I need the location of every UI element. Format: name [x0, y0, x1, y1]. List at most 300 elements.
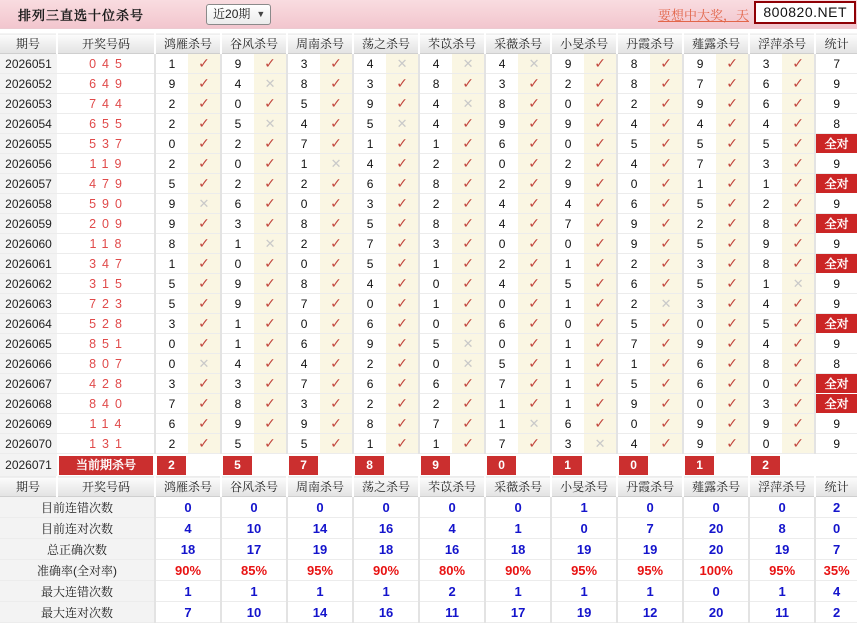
- stat-cell: 全对: [815, 214, 857, 234]
- period-cell: 2026067: [0, 374, 57, 394]
- summary-value-cell: 80%: [419, 560, 485, 581]
- period-select-value: 近20期: [213, 6, 251, 21]
- kill-digit-cell: 5: [287, 434, 320, 454]
- kill-mark-cell: [188, 334, 221, 354]
- kill-digit-cell: 4: [749, 294, 782, 314]
- kill-digit-cell: 6: [353, 174, 386, 194]
- kill-digit-cell: 2: [155, 434, 188, 454]
- check-icon: ✓: [198, 375, 210, 391]
- draw-numbers-cell: 590: [57, 194, 155, 214]
- kill-digit-cell: 5: [155, 274, 188, 294]
- summary-value-cell: 4: [419, 518, 485, 539]
- kill-mark-cell: [188, 134, 221, 154]
- summary-value-cell: 1: [155, 581, 221, 602]
- kill-mark-cell: [584, 394, 617, 414]
- check-icon: ✓: [594, 375, 606, 391]
- kill-digit-cell: 1: [353, 434, 386, 454]
- kill-mark-cell: [782, 334, 815, 354]
- kill-mark-cell: [188, 314, 221, 334]
- kill-digit-cell: 0: [155, 334, 188, 354]
- site-badge[interactable]: 800820.NET: [754, 1, 856, 24]
- chevron-down-icon: ▼: [256, 8, 266, 19]
- check-icon: ✓: [396, 275, 408, 291]
- kill-digit-cell: 2: [683, 214, 716, 234]
- promo-link[interactable]: 要想中大奖，天: [657, 8, 749, 23]
- kill-digit-cell: 6: [617, 194, 650, 214]
- kill-mark-cell: [518, 74, 551, 94]
- column-header-kill: 谷风杀号: [221, 477, 287, 497]
- kill-digit-cell: 2: [221, 134, 254, 154]
- summary-label: 最大连错次数: [0, 581, 155, 602]
- kill-mark-cell: [386, 314, 419, 334]
- check-icon: ✓: [594, 335, 606, 351]
- kill-digit-cell: 1: [551, 254, 584, 274]
- kill-mark-cell: [584, 334, 617, 354]
- check-icon: ✓: [660, 115, 672, 131]
- table-row: [0, 174, 857, 194]
- x-icon: ✕: [462, 55, 474, 71]
- kill-mark-cell: [188, 154, 221, 174]
- x-icon: ✕: [462, 95, 474, 111]
- kill-digit-cell: 7: [287, 134, 320, 154]
- kill-digit-cell: 3: [419, 234, 452, 254]
- kill-digit-cell: 6: [155, 414, 188, 434]
- kill-digit-cell: 9: [683, 334, 716, 354]
- check-icon: ✓: [528, 215, 540, 231]
- check-icon: ✓: [594, 295, 606, 311]
- kill-mark-cell: [386, 294, 419, 314]
- kill-digit-cell: 6: [683, 374, 716, 394]
- draw-numbers-cell: 209: [57, 214, 155, 234]
- check-icon: ✓: [528, 315, 540, 331]
- kill-digit-cell: 9: [353, 94, 386, 114]
- kill-digit-cell: 4: [617, 114, 650, 134]
- kill-mark-cell: [386, 54, 419, 74]
- check-icon: ✓: [660, 275, 672, 291]
- table-row: [0, 394, 857, 414]
- check-icon: ✓: [462, 235, 474, 251]
- kill-mark-cell: [782, 254, 815, 274]
- check-icon: ✓: [396, 175, 408, 191]
- summary-value-cell: 0: [749, 497, 815, 518]
- kill-mark-cell: [188, 234, 221, 254]
- check-icon: ✓: [660, 215, 672, 231]
- kill-digit-cell: 3: [287, 394, 320, 414]
- current-kill-cell: [683, 454, 716, 477]
- kill-digit-cell: 7: [419, 414, 452, 434]
- summary-value-cell: 1: [221, 581, 287, 602]
- kill-digit-cell: 5: [683, 234, 716, 254]
- kill-mark-cell: [584, 254, 617, 274]
- check-icon: ✓: [660, 195, 672, 211]
- check-icon: ✓: [528, 155, 540, 171]
- kill-mark-cell: [254, 274, 287, 294]
- kill-mark-cell: [716, 94, 749, 114]
- summary-value-cell: 18: [353, 539, 419, 560]
- kill-digit-cell: 0: [155, 354, 188, 374]
- x-icon: ✕: [264, 75, 276, 91]
- kill-mark-cell: [650, 254, 683, 274]
- check-icon: ✓: [726, 335, 738, 351]
- summary-value-cell: 19: [551, 539, 617, 560]
- kill-digit-cell: 1: [419, 134, 452, 154]
- kill-mark-cell: [584, 94, 617, 114]
- kill-mark-cell: [452, 194, 485, 214]
- check-icon: ✓: [264, 375, 276, 391]
- kill-mark-cell: [188, 94, 221, 114]
- x-icon: ✕: [198, 195, 210, 211]
- kill-digit-cell: 1: [221, 314, 254, 334]
- check-icon: ✓: [726, 375, 738, 391]
- period-cell: 2026065: [0, 334, 57, 354]
- check-icon: ✓: [528, 295, 540, 311]
- kill-digit-cell: 5: [287, 94, 320, 114]
- check-icon: ✓: [198, 395, 210, 411]
- kill-mark-cell: [584, 294, 617, 314]
- kill-digit-cell: 2: [419, 394, 452, 414]
- current-kill-number: 8: [355, 456, 384, 475]
- current-kill-number: 2: [751, 456, 780, 475]
- check-icon: ✓: [198, 255, 210, 271]
- kill-mark-cell: [254, 194, 287, 214]
- column-header-kill: 采薇杀号: [485, 34, 551, 54]
- stat-cell: 9: [815, 414, 857, 434]
- check-icon: ✓: [198, 235, 210, 251]
- check-icon: ✓: [792, 215, 805, 231]
- kill-mark-cell: [452, 174, 485, 194]
- kill-mark-cell: [782, 94, 815, 114]
- kill-mark-cell: [584, 314, 617, 334]
- kill-digit-cell: 0: [551, 234, 584, 254]
- kill-digit-cell: 3: [353, 74, 386, 94]
- check-icon: ✓: [396, 375, 408, 391]
- stat-cell: 9: [815, 274, 857, 294]
- kill-digit-cell: 5: [419, 334, 452, 354]
- kill-digit-cell: 3: [749, 394, 782, 414]
- kill-mark-cell: [716, 234, 749, 254]
- kill-digit-cell: 1: [749, 274, 782, 294]
- kill-digit-cell: 8: [749, 214, 782, 234]
- kill-mark-cell: [650, 294, 683, 314]
- check-icon: ✓: [726, 435, 738, 451]
- summary-value-cell: 10: [221, 518, 287, 539]
- kill-mark-cell: [188, 54, 221, 74]
- kill-digit-cell: 7: [683, 154, 716, 174]
- kill-digit-cell: 0: [551, 94, 584, 114]
- check-icon: ✓: [660, 375, 672, 391]
- kill-mark-cell: [320, 374, 353, 394]
- check-icon: ✓: [462, 255, 474, 271]
- kill-mark-cell: [386, 74, 419, 94]
- kill-digit-cell: 7: [683, 74, 716, 94]
- check-icon: ✓: [330, 435, 342, 451]
- check-icon: ✓: [594, 195, 606, 211]
- kill-digit-cell: 6: [287, 334, 320, 354]
- stat-cell: 全对: [815, 314, 857, 334]
- kill-digit-cell: 0: [485, 234, 518, 254]
- kill-mark-cell: [584, 274, 617, 294]
- kill-digit-cell: 9: [749, 414, 782, 434]
- kill-mark-cell: [782, 434, 815, 454]
- check-icon: ✓: [528, 95, 540, 111]
- x-icon: ✕: [264, 115, 276, 131]
- summary-value-cell: 0: [353, 497, 419, 518]
- kill-digit-cell: 4: [353, 54, 386, 74]
- kill-mark-cell: [716, 354, 749, 374]
- summary-stat-cell: 4: [815, 581, 857, 602]
- column-header-kill: 采薇杀号: [485, 477, 551, 497]
- kill-digit-cell: 9: [683, 94, 716, 114]
- table-row: [0, 194, 857, 214]
- period-select[interactable]: [206, 4, 271, 25]
- kill-mark-cell: [650, 134, 683, 154]
- table-row: [0, 374, 857, 394]
- kill-digit-cell: 5: [683, 194, 716, 214]
- kill-mark-cell: [188, 274, 221, 294]
- kill-mark-cell: [584, 174, 617, 194]
- kill-mark-cell: [782, 194, 815, 214]
- kill-mark-cell: [650, 174, 683, 194]
- check-icon: ✓: [792, 95, 805, 111]
- kill-digit-cell: 3: [683, 294, 716, 314]
- current-mark-cell: [716, 454, 749, 477]
- kill-digit-cell: 7: [617, 334, 650, 354]
- kill-digit-cell: 0: [749, 374, 782, 394]
- kill-mark-cell: [386, 394, 419, 414]
- kill-digit-cell: 0: [419, 274, 452, 294]
- check-icon: ✓: [528, 335, 540, 351]
- check-icon: ✓: [264, 415, 276, 431]
- x-icon: ✕: [528, 55, 540, 71]
- summary-row: [0, 581, 857, 602]
- kill-mark-cell: [320, 434, 353, 454]
- kill-digit-cell: 1: [419, 294, 452, 314]
- check-icon: ✓: [660, 315, 672, 331]
- summary-value-cell: 90%: [485, 560, 551, 581]
- column-header-kill: 薤露杀号: [683, 477, 749, 497]
- column-header-kill: 薤露杀号: [683, 34, 749, 54]
- check-icon: ✓: [330, 215, 342, 231]
- x-icon: ✕: [264, 235, 276, 251]
- check-icon: ✓: [198, 215, 210, 231]
- kill-mark-cell: [782, 374, 815, 394]
- kill-digit-cell: 8: [155, 234, 188, 254]
- kill-mark-cell: [518, 154, 551, 174]
- column-header-kill: 浮萍杀号: [749, 34, 815, 54]
- check-icon: ✓: [198, 175, 210, 191]
- kill-digit-cell: 8: [419, 174, 452, 194]
- kill-mark-cell: [716, 214, 749, 234]
- kill-digit-cell: 1: [221, 334, 254, 354]
- kill-digit-cell: 0: [749, 434, 782, 454]
- kill-mark-cell: [716, 414, 749, 434]
- draw-numbers-cell: 537: [57, 134, 155, 154]
- table-row: [0, 74, 857, 94]
- kill-digit-cell: 7: [155, 394, 188, 414]
- kill-digit-cell: 0: [485, 294, 518, 314]
- draw-numbers-cell: 807: [57, 354, 155, 374]
- kill-mark-cell: [782, 394, 815, 414]
- kill-mark-cell: [452, 354, 485, 374]
- summary-stat-cell: 0: [815, 518, 857, 539]
- kill-digit-cell: 9: [155, 214, 188, 234]
- kill-mark-cell: [584, 374, 617, 394]
- kill-mark-cell: [650, 334, 683, 354]
- check-icon: ✓: [528, 195, 540, 211]
- stat-cell: 9: [815, 94, 857, 114]
- kill-digit-cell: 0: [617, 414, 650, 434]
- kill-digit-cell: 8: [287, 274, 320, 294]
- kill-digit-cell: 9: [221, 54, 254, 74]
- kill-digit-cell: 9: [551, 114, 584, 134]
- kill-mark-cell: [518, 334, 551, 354]
- column-header-kill: 鸿雁杀号: [155, 477, 221, 497]
- column-header-kill: 周南杀号: [287, 34, 353, 54]
- kill-digit-cell: 2: [155, 94, 188, 114]
- kill-digit-cell: 2: [617, 94, 650, 114]
- check-icon: ✓: [726, 135, 738, 151]
- check-icon: ✓: [264, 355, 276, 371]
- kill-mark-cell: [650, 374, 683, 394]
- summary-label: 总正确次数: [0, 539, 155, 560]
- kill-digit-cell: 6: [683, 354, 716, 374]
- check-icon: ✓: [792, 175, 805, 191]
- check-icon: ✓: [462, 135, 474, 151]
- kill-mark-cell: [254, 434, 287, 454]
- kill-mark-cell: [254, 114, 287, 134]
- summary-label: 准确率(全对率): [0, 560, 155, 581]
- check-icon: ✓: [396, 355, 408, 371]
- draw-numbers-cell: 851: [57, 334, 155, 354]
- kill-digit-cell: 5: [551, 274, 584, 294]
- kill-digit-cell: 0: [353, 294, 386, 314]
- column-header-kill: 鸿雁杀号: [155, 34, 221, 54]
- x-icon: ✕: [462, 355, 474, 371]
- check-icon: ✓: [792, 235, 805, 251]
- kill-digit-cell: 5: [683, 274, 716, 294]
- table-row: [0, 354, 857, 374]
- stat-cell: 9: [815, 294, 857, 314]
- summary-label: 最大连对次数: [0, 602, 155, 623]
- kill-mark-cell: [320, 334, 353, 354]
- stat-cell: 7: [815, 54, 857, 74]
- summary-row: [0, 518, 857, 539]
- summary-value-cell: 95%: [287, 560, 353, 581]
- summary-value-cell: 100%: [683, 560, 749, 581]
- period-cell: 2026054: [0, 114, 57, 134]
- summary-value-cell: 11: [419, 602, 485, 623]
- kill-mark-cell: [452, 274, 485, 294]
- summary-value-cell: 14: [287, 602, 353, 623]
- kill-digit-cell: 1: [617, 354, 650, 374]
- kill-mark-cell: [320, 114, 353, 134]
- current-period-row: [0, 454, 857, 477]
- kill-digit-cell: 6: [221, 194, 254, 214]
- stat-cell: 9: [815, 194, 857, 214]
- summary-value-cell: 90%: [155, 560, 221, 581]
- kill-digit-cell: 8: [749, 254, 782, 274]
- kill-mark-cell: [584, 414, 617, 434]
- kill-mark-cell: [782, 174, 815, 194]
- check-icon: ✓: [264, 335, 276, 351]
- kill-mark-cell: [584, 74, 617, 94]
- kill-mark-cell: [650, 434, 683, 454]
- kill-mark-cell: [386, 274, 419, 294]
- kill-digit-cell: 1: [287, 154, 320, 174]
- kill-mark-cell: [650, 234, 683, 254]
- check-icon: ✓: [528, 395, 540, 411]
- check-icon: ✓: [396, 255, 408, 271]
- check-icon: ✓: [462, 295, 474, 311]
- current-mark-cell: [386, 454, 419, 477]
- period-cell: 2026057: [0, 174, 57, 194]
- kill-mark-cell: [386, 194, 419, 214]
- kill-mark-cell: [320, 254, 353, 274]
- kill-digit-cell: 2: [749, 194, 782, 214]
- x-icon: ✕: [792, 275, 804, 291]
- kill-mark-cell: [716, 114, 749, 134]
- check-icon: ✓: [792, 135, 805, 151]
- kill-mark-cell: [518, 214, 551, 234]
- kill-mark-cell: [320, 74, 353, 94]
- current-mark-cell: [320, 454, 353, 477]
- kill-mark-cell: [452, 434, 485, 454]
- period-cell: 2026066: [0, 354, 57, 374]
- current-kill-cell: [551, 454, 584, 477]
- kill-mark-cell: [254, 414, 287, 434]
- summary-value-cell: 1: [353, 581, 419, 602]
- check-icon: ✓: [330, 395, 342, 411]
- current-stat-cell: [815, 454, 857, 477]
- draw-numbers-cell: 723: [57, 294, 155, 314]
- kill-mark-cell: [716, 394, 749, 414]
- kill-mark-cell: [650, 414, 683, 434]
- column-header-kill: 荡之杀号: [353, 34, 419, 54]
- check-icon: ✓: [528, 355, 540, 371]
- kill-mark-cell: [650, 394, 683, 414]
- kill-mark-cell: [452, 74, 485, 94]
- check-icon: ✓: [726, 75, 738, 91]
- kill-digit-cell: 5: [485, 354, 518, 374]
- kill-mark-cell: [650, 74, 683, 94]
- check-icon: ✓: [594, 315, 606, 331]
- check-icon: ✓: [198, 95, 210, 111]
- summary-value-cell: 1: [485, 518, 551, 539]
- period-cell: 2026070: [0, 434, 57, 454]
- kill-digit-cell: 1: [749, 174, 782, 194]
- column-header-kill: 芣苡杀号: [419, 34, 485, 54]
- kill-digit-cell: 4: [485, 214, 518, 234]
- summary-value-cell: 8: [749, 518, 815, 539]
- check-icon: ✓: [396, 435, 408, 451]
- summary-value-cell: 1: [617, 581, 683, 602]
- current-kill-number: 0: [619, 456, 648, 475]
- kill-digit-cell: 4: [683, 114, 716, 134]
- kill-digit-cell: 4: [419, 114, 452, 134]
- column-header-stat: 统计: [815, 34, 857, 54]
- check-icon: ✓: [594, 215, 606, 231]
- check-icon: ✓: [330, 375, 342, 391]
- kill-digit-cell: 5: [353, 214, 386, 234]
- kill-digit-cell: 1: [221, 234, 254, 254]
- kill-mark-cell: [650, 274, 683, 294]
- kill-mark-cell: [254, 334, 287, 354]
- table-row: [0, 94, 857, 114]
- table-row: [0, 274, 857, 294]
- kill-mark-cell: [188, 374, 221, 394]
- check-icon: ✓: [528, 255, 540, 271]
- summary-value-cell: 14: [287, 518, 353, 539]
